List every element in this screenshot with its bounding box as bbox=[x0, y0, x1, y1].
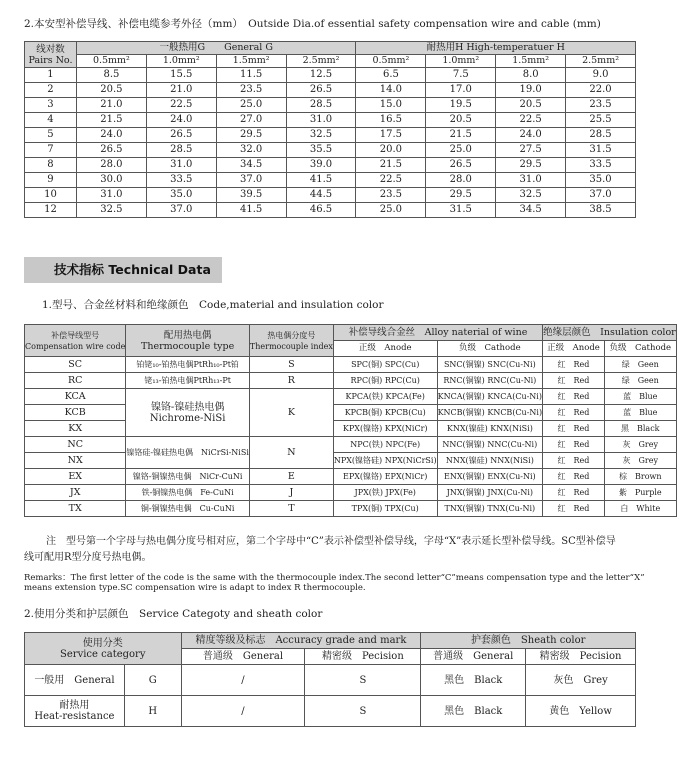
diameter-cell: 37.0 bbox=[146, 203, 216, 218]
diameter-cell: 30.0 bbox=[76, 173, 146, 188]
alloy-anode-cell: JPX(铁) JPX(Fe) bbox=[333, 485, 437, 501]
tc-type-cell: 铑₁₃-铂热电偶PtRh₁₃-Pt bbox=[126, 373, 250, 389]
diameter-cell: 6.5 bbox=[356, 68, 426, 83]
note-en-line-2: means extension type.SC compensation wire is adapt to index R thermocouple. bbox=[24, 583, 366, 593]
accuracy-precision-value: S bbox=[305, 696, 421, 727]
insulation-anode-cell: 红 Red bbox=[543, 501, 605, 517]
pairs-header: 线对数 Pairs No. bbox=[25, 42, 77, 68]
code-cell: NX bbox=[25, 453, 126, 469]
table-row bbox=[25, 113, 636, 128]
alloy-anode-cell: NPX(镍铬硅) NPX(NiCrSi) bbox=[333, 453, 437, 469]
size-header: 1.0mm² bbox=[426, 55, 496, 68]
table-row bbox=[25, 68, 636, 83]
sheath-general-value: 黑色 Black bbox=[421, 665, 526, 696]
pairs-cell: 10 bbox=[25, 188, 77, 203]
pairs-cell: 12 bbox=[25, 203, 77, 218]
table-row bbox=[25, 437, 677, 453]
insulation-anode-cell: 红 Red bbox=[543, 373, 605, 389]
sheath-header: 护套颜色 Sheath color bbox=[421, 633, 636, 649]
accuracy-precision-header: 精密级 Pecision bbox=[305, 649, 421, 665]
insulation-anode-cell: 红 Red bbox=[543, 437, 605, 453]
diameter-cell: 28.0 bbox=[76, 158, 146, 173]
mark-g: G bbox=[124, 665, 181, 696]
alloy-anode-cell: KPX(镍铬) KPX(NiCr) bbox=[333, 421, 437, 437]
alloy-cathode-cell: ENX(铜镍) ENX(Cu-Ni) bbox=[437, 469, 543, 485]
code-cell: KCB bbox=[25, 405, 126, 421]
pairs-cell: 7 bbox=[25, 143, 77, 158]
accuracy-general-value: / bbox=[181, 696, 305, 727]
diameter-cell: 23.5 bbox=[356, 188, 426, 203]
size-header: 1.5mm² bbox=[496, 55, 566, 68]
table-row bbox=[25, 469, 677, 485]
diameter-cell: 24.0 bbox=[146, 113, 216, 128]
alloy-anode-cell: RPC(铜) RPC(Cu) bbox=[333, 373, 437, 389]
table-row bbox=[25, 373, 677, 389]
alloy-anode-cell: KPCA(铁) KPCA(Fe) bbox=[333, 389, 437, 405]
tc-type-cell bbox=[126, 389, 250, 437]
alloy-cathode-cell: RNC(铜镍) RNC(Cu-Ni) bbox=[437, 373, 543, 389]
alloy-anode-cell: TPX(铜) TPX(Cu) bbox=[333, 501, 437, 517]
table-row bbox=[25, 188, 636, 203]
diameter-cell: 7.5 bbox=[426, 68, 496, 83]
table-row bbox=[25, 665, 636, 696]
service-category-header: 使用分类 Service category bbox=[25, 633, 182, 665]
diameter-cell: 34.5 bbox=[216, 158, 286, 173]
size-header: 0.5mm² bbox=[76, 55, 146, 68]
code-cell: KX bbox=[25, 421, 126, 437]
insulation-anode-cell: 红 Red bbox=[543, 469, 605, 485]
alloy-cathode-cell: NNX(镍硅) NNX(NiSi) bbox=[437, 453, 543, 469]
code-cell: KCA bbox=[25, 389, 126, 405]
size-header: 2.5mm² bbox=[566, 55, 636, 68]
tc-index-cell: R bbox=[249, 373, 333, 389]
diameter-cell: 39.5 bbox=[216, 188, 286, 203]
tc-type-cn: 镍铬-镍硅热电偶 bbox=[150, 401, 225, 413]
alloy-cathode-cell: JNX(铜镍) JNX(Cu-Ni) bbox=[437, 485, 543, 501]
diameter-cell: 29.5 bbox=[216, 128, 286, 143]
diameter-cell: 24.0 bbox=[76, 128, 146, 143]
tc-type-en: Nichrome-NiSi bbox=[149, 412, 226, 424]
mark-h: H bbox=[124, 696, 181, 727]
tc-type-cell: 铂铑₁₀-铂热电偶PtRh₁₀-Pt铂 bbox=[126, 357, 250, 373]
pairs-cell: 3 bbox=[25, 98, 77, 113]
alloy-cathode-cell: SNC(铜镍) SNC(Cu-Ni) bbox=[437, 357, 543, 373]
accuracy-general-value: / bbox=[181, 665, 305, 696]
insulation-cathode-header: 负级 Cathode bbox=[604, 341, 676, 357]
diameter-cell: 25.0 bbox=[216, 98, 286, 113]
diameter-cell: 31.0 bbox=[146, 158, 216, 173]
diameter-cell: 33.5 bbox=[566, 158, 636, 173]
diameter-cell: 8.0 bbox=[496, 68, 566, 83]
diameter-cell: 35.0 bbox=[566, 173, 636, 188]
diameter-cell: 35.0 bbox=[146, 188, 216, 203]
diameter-cell: 25.0 bbox=[356, 203, 426, 218]
size-header: 1.0mm² bbox=[146, 55, 216, 68]
diameter-cell: 31.0 bbox=[496, 173, 566, 188]
tc-type-cell: 铁-铜镍热电偶 Fe-CuNi bbox=[126, 485, 250, 501]
insulation-anode-cell: 红 Red bbox=[543, 389, 605, 405]
tc-type-header: 配用热电偶 Thermocouple type bbox=[126, 325, 250, 357]
alloy-cathode-cell: KNCA(铜镍) KNCA(Cu-Ni) bbox=[437, 389, 543, 405]
note-cn-line-1: 注 型号第一个字母与热电偶分度号相对应，第二个字母中“C”表示补偿型补偿导线，字母“X”表示延长型补偿导线。SC型补偿导 bbox=[46, 536, 616, 547]
tc-index-cell: J bbox=[249, 485, 333, 501]
diameter-cell: 22.5 bbox=[356, 173, 426, 188]
diameter-cell: 26.5 bbox=[286, 83, 356, 98]
table-row bbox=[25, 143, 636, 158]
code-header: 补偿导线型号 Compensation wire code bbox=[25, 325, 126, 357]
tc-type-cell: 铜-铜镍热电偶 Cu-CuNi bbox=[126, 501, 250, 517]
pairs-cell: 2 bbox=[25, 83, 77, 98]
general-g-header: 一般热用G General G bbox=[76, 42, 356, 55]
diameter-cell: 16.5 bbox=[356, 113, 426, 128]
diameter-cell: 19.0 bbox=[496, 83, 566, 98]
diameter-cell: 21.5 bbox=[76, 113, 146, 128]
size-header: 1.5mm² bbox=[216, 55, 286, 68]
table-row bbox=[25, 389, 677, 405]
tc-index-cell: S bbox=[249, 357, 333, 373]
alloy-anode-cell: NPC(铁) NPC(Fe) bbox=[333, 437, 437, 453]
note-cn-line-2: 线可配用R型分度号热电偶。 bbox=[24, 552, 152, 563]
insulation-anode-cell: 红 Red bbox=[543, 485, 605, 501]
diameter-cell: 21.5 bbox=[356, 158, 426, 173]
alloy-anode-header: 正级 Anode bbox=[333, 341, 437, 357]
diameter-cell: 22.0 bbox=[566, 83, 636, 98]
tc-index-cell: K bbox=[249, 389, 333, 437]
diameter-cell: 15.5 bbox=[146, 68, 216, 83]
size-header: 2.5mm² bbox=[286, 55, 356, 68]
insulation-anode-cell: 红 Red bbox=[543, 357, 605, 373]
diameter-cell: 14.0 bbox=[356, 83, 426, 98]
diameter-cell: 32.5 bbox=[286, 128, 356, 143]
insulation-cathode-cell: 绿 Geen bbox=[604, 357, 676, 373]
diameter-cell: 31.0 bbox=[76, 188, 146, 203]
diameter-cell: 38.5 bbox=[566, 203, 636, 218]
diameter-cell: 25.5 bbox=[566, 113, 636, 128]
alloy-anode-cell: SPC(铜) SPC(Cu) bbox=[333, 357, 437, 373]
diameter-cell: 31.0 bbox=[286, 113, 356, 128]
insulation-cathode-cell: 灰 Grey bbox=[604, 437, 676, 453]
category-general: 一般用 General bbox=[25, 665, 125, 696]
diameter-cell: 22.5 bbox=[146, 98, 216, 113]
tc-index-header: 热电偶分度号 Thermocouple index bbox=[249, 325, 333, 357]
diameter-cell: 12.5 bbox=[286, 68, 356, 83]
insulation-cathode-cell: 灰 Grey bbox=[604, 453, 676, 469]
accuracy-general-header: 普通级 General bbox=[181, 649, 305, 665]
insulation-cathode-cell: 绿 Geen bbox=[604, 373, 676, 389]
diameter-cell: 17.0 bbox=[426, 83, 496, 98]
insulation-anode-cell: 红 Red bbox=[543, 453, 605, 469]
diameter-cell: 32.5 bbox=[496, 188, 566, 203]
diameter-cell: 23.5 bbox=[216, 83, 286, 98]
table-row bbox=[25, 173, 636, 188]
insulation-cathode-cell: 白 White bbox=[604, 501, 676, 517]
diameter-cell: 21.5 bbox=[426, 128, 496, 143]
diameter-cell: 46.5 bbox=[286, 203, 356, 218]
diameter-cell: 26.5 bbox=[146, 128, 216, 143]
alloy-cathode-cell: KNCB(铜镍) KNCB(Cu-Ni) bbox=[437, 405, 543, 421]
accuracy-header: 精度等级及标志 Accuracy grade and mark bbox=[181, 633, 421, 649]
section-title-code-material: 1.型号、合金丝材料和绝缘颜色 Code,material and insulation color bbox=[42, 299, 384, 311]
insulation-cathode-cell: 棕 Brown bbox=[604, 469, 676, 485]
diameter-cell: 20.5 bbox=[76, 83, 146, 98]
alloy-cathode-cell: TNX(铜镍) TNX(Cu-Ni) bbox=[437, 501, 543, 517]
alloy-cathode-cell: NNC(铜镍) NNC(Cu-Ni) bbox=[437, 437, 543, 453]
code-cell: EX bbox=[25, 469, 126, 485]
tc-type-cell: 镍铬硅-镍硅热电偶 NiCrSi-NiSi bbox=[126, 437, 250, 469]
alloy-header: 补偿导线合金丝 Alloy naterial of wine bbox=[333, 325, 542, 341]
table-row bbox=[25, 357, 677, 373]
table-row bbox=[25, 453, 677, 469]
insulation-header: 绝缘层颜色 Insulation color bbox=[543, 325, 677, 341]
high-temp-header: 耐热用H High-temperatuer H bbox=[356, 42, 636, 55]
diameter-cell: 41.5 bbox=[286, 173, 356, 188]
diameter-cell: 44.5 bbox=[286, 188, 356, 203]
alloy-anode-cell: EPX(镍铬) EPX(NiCr) bbox=[333, 469, 437, 485]
diameter-cell: 32.0 bbox=[216, 143, 286, 158]
pairs-cell: 8 bbox=[25, 158, 77, 173]
code-cell: TX bbox=[25, 501, 126, 517]
table-row bbox=[25, 128, 636, 143]
tc-index-cell: E bbox=[249, 469, 333, 485]
insulation-anode-cell: 红 Red bbox=[543, 405, 605, 421]
diameter-cell: 28.5 bbox=[286, 98, 356, 113]
table-row bbox=[25, 158, 636, 173]
category-heat-resistance: 耐热用 Heat-resistance bbox=[25, 696, 125, 727]
table-row bbox=[25, 501, 677, 517]
diameter-cell: 11.5 bbox=[216, 68, 286, 83]
diameter-cell: 20.5 bbox=[426, 113, 496, 128]
code-cell: RC bbox=[25, 373, 126, 389]
diameter-cell: 41.5 bbox=[216, 203, 286, 218]
table-row bbox=[25, 485, 677, 501]
sheath-general-value: 黑色 Black bbox=[421, 696, 526, 727]
code-material-table bbox=[24, 324, 677, 517]
diameter-cell: 35.5 bbox=[286, 143, 356, 158]
table-row bbox=[25, 405, 677, 421]
diameter-cell: 17.5 bbox=[356, 128, 426, 143]
diameter-cell: 20.5 bbox=[496, 98, 566, 113]
alloy-cathode-cell: KNX(镍硅) KNX(NiSi) bbox=[437, 421, 543, 437]
diameter-cell: 33.5 bbox=[146, 173, 216, 188]
diameter-cell: 26.5 bbox=[426, 158, 496, 173]
insulation-cathode-cell: 蓝 Blue bbox=[604, 389, 676, 405]
section-title-service: 2.使用分类和护层颜色 Service Categoty and sheath color bbox=[24, 608, 323, 620]
diameter-cell: 27.5 bbox=[496, 143, 566, 158]
sheath-precision-header: 精密级 Pecision bbox=[526, 649, 636, 665]
diameter-cell: 19.5 bbox=[426, 98, 496, 113]
table-row bbox=[25, 696, 636, 727]
pairs-cell: 4 bbox=[25, 113, 77, 128]
diameter-cell: 29.5 bbox=[426, 188, 496, 203]
section-title-outside-dia: 2.本安型补偿导线、补偿电缆参考外径（mm） Outside Dia.of essential safety compensation wire and cable (mm) bbox=[24, 18, 601, 30]
pairs-cell: 9 bbox=[25, 173, 77, 188]
sheath-precision-value: 灰色 Grey bbox=[526, 665, 636, 696]
alloy-anode-cell: KPCB(铜) KPCB(Cu) bbox=[333, 405, 437, 421]
diameter-cell: 20.0 bbox=[356, 143, 426, 158]
sheath-precision-value: 黄色 Yellow bbox=[526, 696, 636, 727]
code-cell: JX bbox=[25, 485, 126, 501]
diameter-cell: 22.5 bbox=[496, 113, 566, 128]
diameter-cell: 21.0 bbox=[76, 98, 146, 113]
diameter-cell: 39.0 bbox=[286, 158, 356, 173]
insulation-cathode-cell: 紫 Purple bbox=[604, 485, 676, 501]
diameter-cell: 28.5 bbox=[566, 128, 636, 143]
pairs-cell: 1 bbox=[25, 68, 77, 83]
insulation-anode-header: 正级 Anode bbox=[543, 341, 605, 357]
table-row bbox=[25, 421, 677, 437]
insulation-anode-cell: 红 Red bbox=[543, 421, 605, 437]
size-header: 0.5mm² bbox=[356, 55, 426, 68]
table-row bbox=[25, 98, 636, 113]
code-cell: SC bbox=[25, 357, 126, 373]
insulation-cathode-cell: 黑 Black bbox=[604, 421, 676, 437]
table-row bbox=[25, 83, 636, 98]
diameter-cell: 31.5 bbox=[566, 143, 636, 158]
alloy-cathode-header: 负级 Cathode bbox=[437, 341, 543, 357]
sheath-general-header: 普通级 General bbox=[421, 649, 526, 665]
diameter-cell: 27.0 bbox=[216, 113, 286, 128]
diameter-cell: 8.5 bbox=[76, 68, 146, 83]
diameter-cell: 34.5 bbox=[496, 203, 566, 218]
service-category-table bbox=[24, 632, 636, 727]
code-cell: NC bbox=[25, 437, 126, 453]
diameter-cell: 29.5 bbox=[496, 158, 566, 173]
table-row bbox=[25, 203, 636, 218]
diameter-cell: 37.0 bbox=[216, 173, 286, 188]
diameter-cell: 28.0 bbox=[426, 173, 496, 188]
tc-type-cell: 镍铬-铜镍热电偶 NiCr-CuNi bbox=[126, 469, 250, 485]
diameter-cell: 26.5 bbox=[76, 143, 146, 158]
diameter-cell: 37.0 bbox=[566, 188, 636, 203]
tc-index-cell: T bbox=[249, 501, 333, 517]
diameter-cell: 24.0 bbox=[496, 128, 566, 143]
technical-data-banner: 技术指标 Technical Data bbox=[24, 257, 222, 283]
pairs-cell: 5 bbox=[25, 128, 77, 143]
diameter-cell: 28.5 bbox=[146, 143, 216, 158]
note-en-line-1: Remarks：The first letter of the code is the same with the thermocouple index.The second letter“C”means compensation type and the letter“X” bbox=[24, 573, 645, 583]
diameter-cell: 31.5 bbox=[426, 203, 496, 218]
diameter-cell: 21.0 bbox=[146, 83, 216, 98]
diameter-cell: 23.5 bbox=[566, 98, 636, 113]
tc-index-cell: N bbox=[249, 437, 333, 469]
diameter-cell: 9.0 bbox=[566, 68, 636, 83]
accuracy-precision-value: S bbox=[305, 665, 421, 696]
insulation-cathode-cell: 蓝 Blue bbox=[604, 405, 676, 421]
diameter-cell: 15.0 bbox=[356, 98, 426, 113]
diameter-cell: 32.5 bbox=[76, 203, 146, 218]
outside-dia-table bbox=[24, 41, 636, 218]
diameter-cell: 25.0 bbox=[426, 143, 496, 158]
